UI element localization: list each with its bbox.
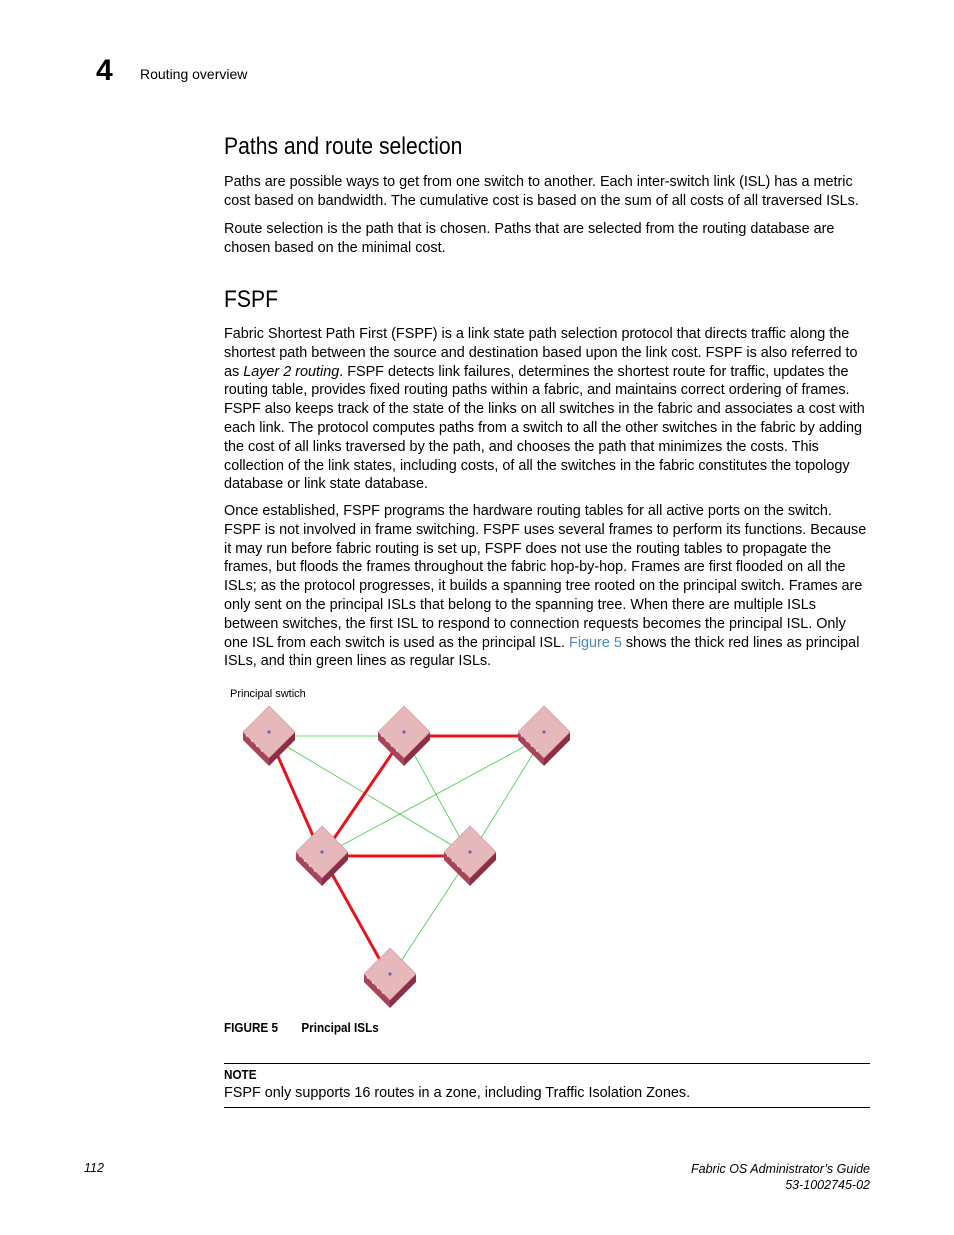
footer-guide-title: Fabric OS Administrator’s Guide (691, 1162, 870, 1176)
topology-diagram (224, 686, 574, 1016)
chapter-number: 4 (96, 54, 113, 87)
note-heading: NOTE (224, 1067, 257, 1082)
fspf-p1-text-b: . FSPF detects link failures, determines the shortest route for traffic, updates the routing table, provides fixed routing paths within a fabric, and maintains correct ordering of frames. FSPF also keeps track of the state of the links on all switches in the fabric and associates a cost with each link. The protocol computes paths from a switch to all the other switches in the fabric by adding the cost of all links traversed by the path, and chooses the path that minimizes the costs. This collection of the link states, including costs, of all the switches in the fabric constitutes the topology database or link state database. (224, 363, 865, 493)
fspf-p2-text-b: shows the thick red lines as principal ISLs, and thin green lines as regular ISLs. (224, 634, 860, 670)
note-bottom-rule (224, 1107, 870, 1108)
section-heading-paths: Paths and route selection (224, 133, 463, 160)
fspf-p2-text-a: Once established, FSPF programs the hardware routing tables for all active ports on the switch. FSPF is not involved in frame switching. FSPF uses several frames to perform its functions. Because it may run before fabric routing is set up, FSPF does not use the routing tables to propagate the frames, but floods the frames throughout the fabric hop-by-hop. Frames are first flooded on all the ISLs; as the protocol progresses, it builds a spanning tree rooted on the principal switch. Frames are only sent on the principal ISLs that belong to the spanning tree. When there are multiple ISLs between switches, the first ISL to respond to connection requests becomes the principal ISL. Only one ISL from each switch is used as the principal ISL. (224, 503, 867, 651)
paths-paragraph-1: Paths are possible ways to get from one switch to another. Each inter-switch link (ISL) has a metric cost based on bandwidth. The cumulative cost is based on the sum of all costs of all traversed ISLs. (224, 174, 859, 209)
switch-icon (444, 826, 496, 886)
regular-isl-line (322, 736, 544, 856)
chapter-title: Routing overview (140, 66, 248, 82)
footer-doc-number: 53-1002745-02 (785, 1178, 870, 1192)
figure-5-link[interactable]: Figure 5 (569, 634, 622, 651)
fspf-p1-italic: Layer 2 routing (243, 363, 340, 380)
note-top-rule (224, 1063, 870, 1064)
regular-isl-line (269, 736, 470, 856)
switch-icon (518, 706, 570, 766)
fspf-p1-text-a: Fabric Shortest Path First (FSPF) is a link state path selection protocol that directs traffic along the shortest path between the source and destination based upon the link cost. FSPF is also referred to as (224, 326, 858, 380)
fspf-paragraph-1 (224, 325, 870, 494)
principal-isls-figure (224, 686, 574, 1016)
principal-switch-label: Principal swtich (230, 688, 306, 700)
footer-doc-info (691, 1161, 870, 1193)
paths-paragraph-2: Route selection is the path that is chosen. Paths that are selected from the routing database are chosen based on the minimal cost. (224, 221, 835, 256)
figure-caption (224, 1020, 379, 1035)
note-body: FSPF only supports 16 routes in a zone, including Traffic Isolation Zones. (224, 1085, 691, 1101)
figure-caption-text: Principal ISLs (301, 1020, 379, 1035)
switch-icon (243, 706, 295, 766)
switch-icon (378, 706, 430, 766)
figure-caption-number: FIGURE 5 (224, 1020, 278, 1035)
switch-icon (364, 948, 416, 1008)
section-heading-fspf: FSPF (224, 286, 278, 313)
switch-icon (296, 826, 348, 886)
footer-page-number: 112 (84, 1161, 104, 1175)
fspf-paragraph-2 (224, 502, 870, 671)
